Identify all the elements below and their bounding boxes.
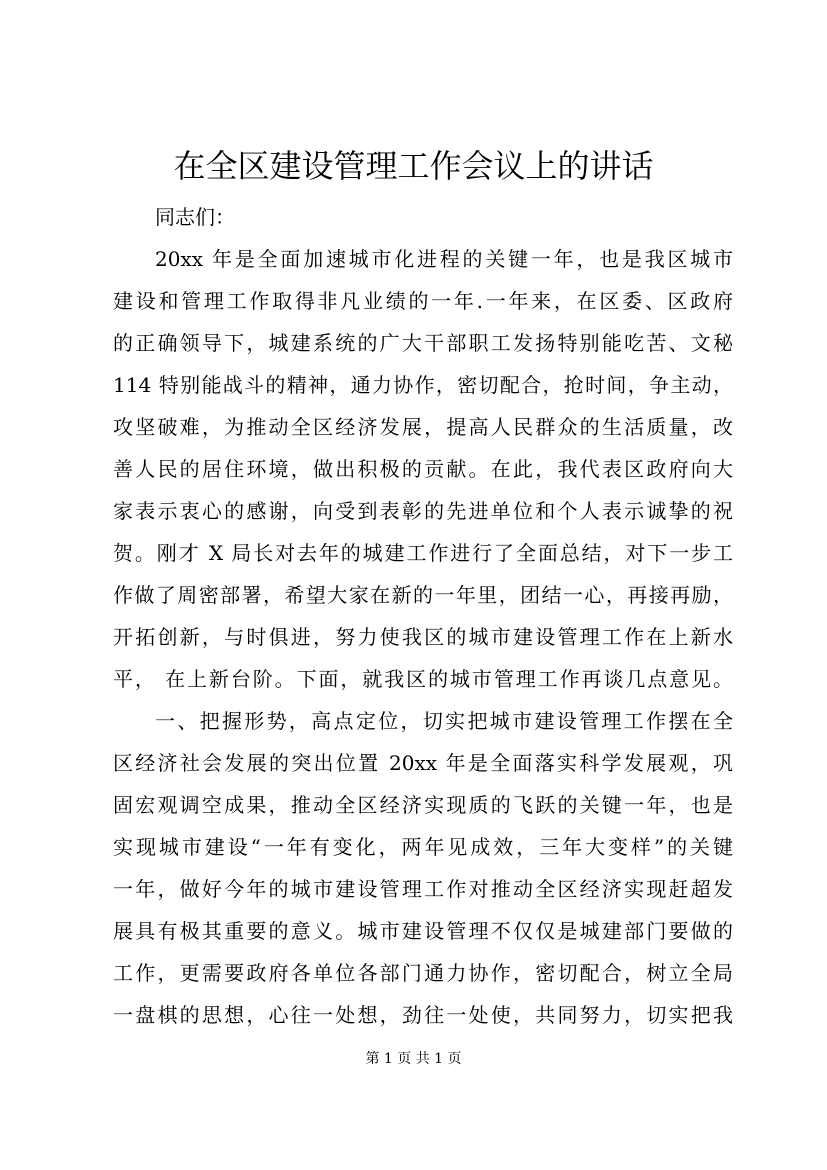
body-line: 展具有极其重要的意义。城市建设管理不仅仅是城建部门要做的 [113, 919, 733, 943]
body-line: 建设和管理工作取得非凡业绩的一年.一年来，在区委、区政府 [113, 289, 733, 313]
body-line: 一、把握形势，高点定位，切实把城市建设管理工作摆在全 [155, 709, 733, 733]
body-line: 一盘棋的思想，心往一处想，劲往一处使，共同努力，切实把我 [113, 1003, 733, 1027]
document-title: 在全区建设管理工作会议上的讲话 [173, 147, 654, 185]
body-line: 工作，更需要政府各单位各部门通力协作，密切配合，树立全局 [113, 961, 733, 985]
body-line: 的正确领导下，城建系统的广大干部职工发扬特别能吃苦、文秘 [113, 331, 733, 355]
body-line: 固宏观调空成果，推动全区经济实现质的飞跃的关键一年，也是 [113, 793, 733, 817]
body-line: 作做了周密部署，希望大家在新的一年里，团结一心，再接再励， [113, 583, 733, 607]
page-footer: 第 1 页 共 1 页 [365, 1051, 462, 1067]
body-line: 实现城市建设“一年有变化，两年见成效，三年大变样”的关键 [113, 835, 733, 859]
body-line: 平， 在上新台阶。下面，就我区的城市管理工作再谈几点意见。 [113, 667, 733, 691]
body-line: 贺。刚才 X 局长对去年的城建工作进行了全面总结，对下一步工 [113, 541, 733, 565]
body-line: 开拓创新，与时俱进，努力使我区的城市建设管理工作在上新水 [113, 625, 733, 649]
body-line: 攻坚破难，为推动全区经济发展，提高人民群众的生活质量，改 [113, 415, 733, 439]
body-line: 区经济社会发展的突出位置 20xx 年是全面落实科学发展观，巩 [113, 751, 733, 775]
body-line: 善人民的居住环境，做出积极的贡献。在此，我代表区政府向大 [113, 457, 733, 481]
body-line: 114 特别能战斗的精神，通力协作，密切配合，抢时间，争主动， [113, 373, 733, 397]
body-line: 家表示衷心的感谢，向受到表彰的先进单位和个人表示诚挚的祝 [113, 499, 733, 523]
body-line: 一年，做好今年的城市建设管理工作对推动全区经济实现赶超发 [113, 877, 733, 901]
greeting: 同志们： [155, 205, 235, 229]
body-line: 20xx 年是全面加速城市化进程的关键一年，也是我区城市 [155, 247, 733, 271]
